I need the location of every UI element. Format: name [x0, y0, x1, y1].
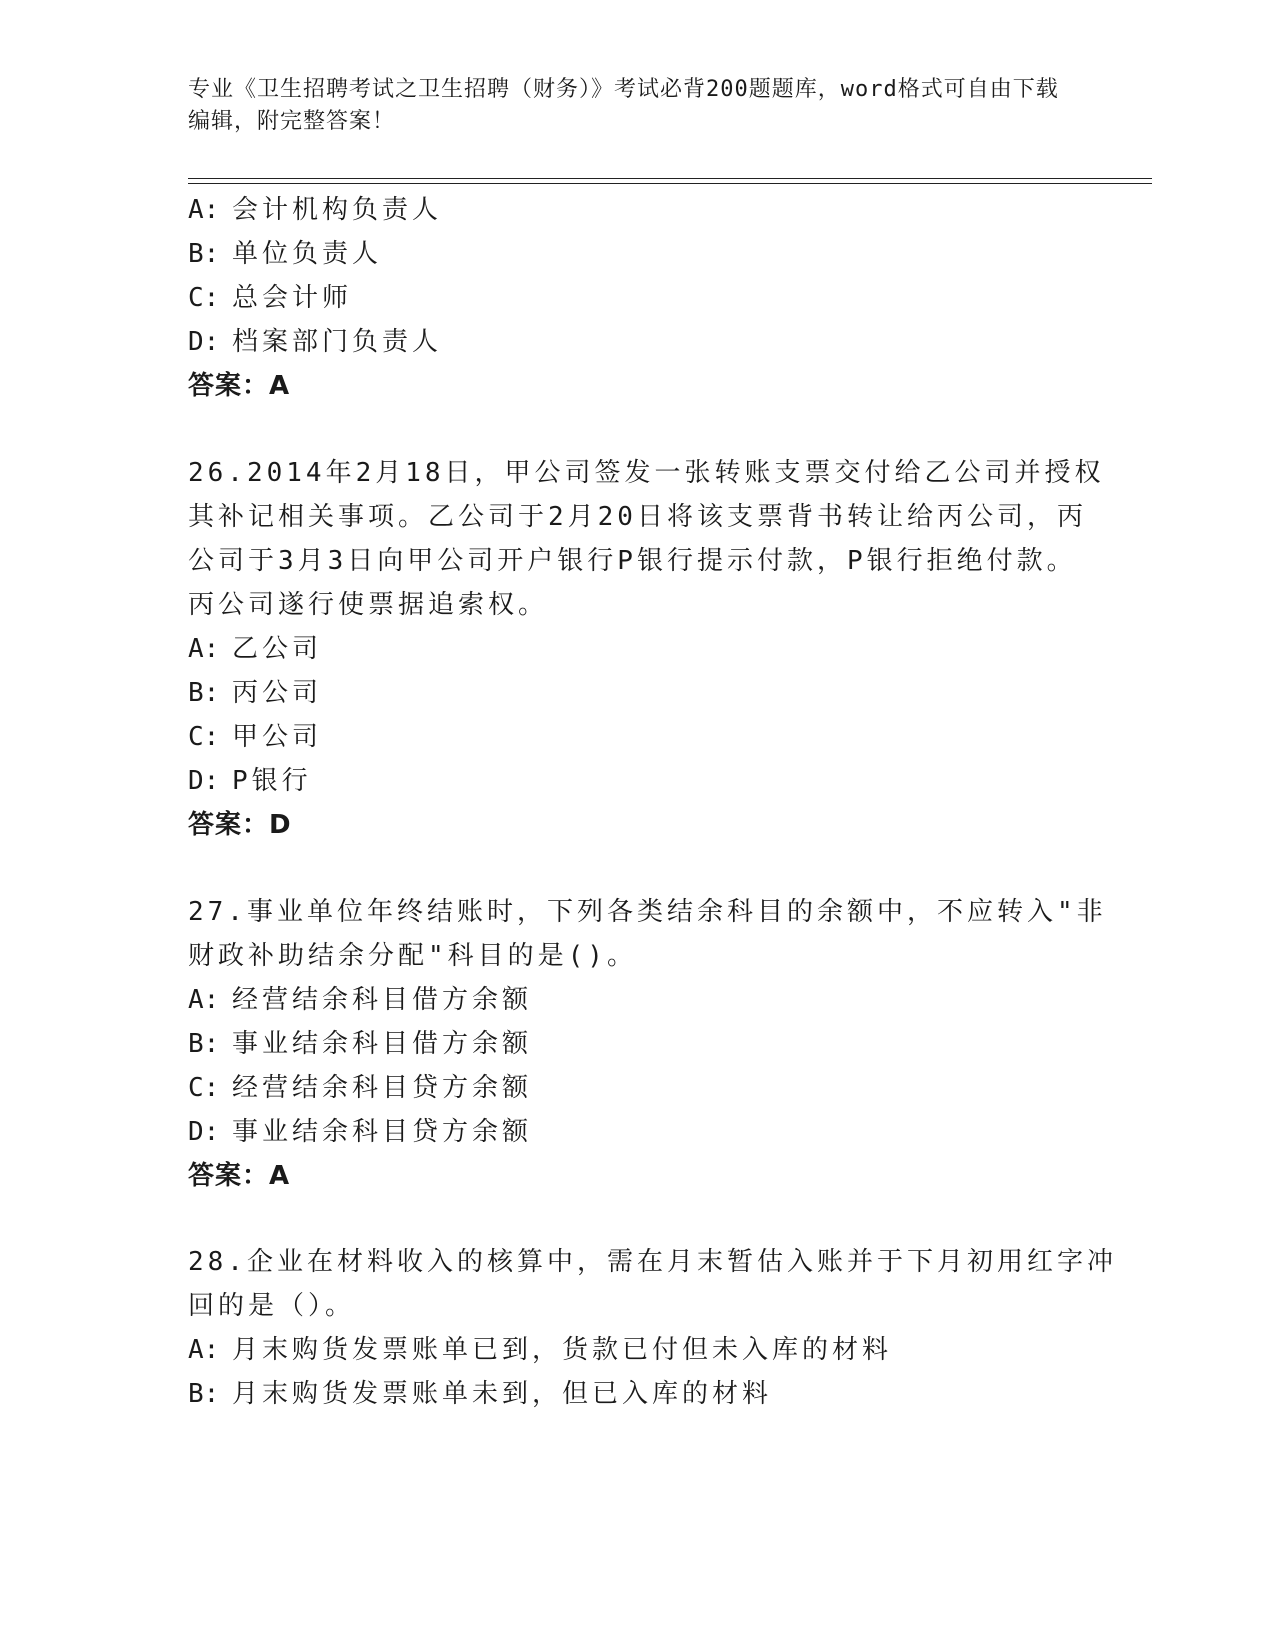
- q25-option-b: B: 单位负责人: [188, 239, 383, 269]
- q27-answer: 答案：A: [188, 1161, 291, 1191]
- q27-option-a: A: 经营结余科目借方余额: [188, 985, 533, 1015]
- q26-stem-line-3: 公司于3月3日向甲公司开户银行P银行提示付款，P银行拒绝付款。: [188, 546, 1077, 576]
- q26-option-b: B: 丙公司: [188, 678, 323, 708]
- q25-answer: 答案：A: [188, 371, 291, 401]
- q26-stem-line-4: 丙公司遂行使票据追索权。: [188, 590, 549, 620]
- q27-option-d: D: 事业结余科目贷方余额: [188, 1117, 533, 1147]
- header-divider: [188, 178, 1152, 179]
- q26-option-d: D: P银行: [188, 766, 312, 796]
- q26-answer: 答案：D: [188, 810, 292, 840]
- q27-option-c: C: 经营结余科目贷方余额: [188, 1073, 533, 1103]
- q28-stem-line-2: 回的是（）。: [188, 1291, 356, 1321]
- q26-stem-line-1: 26.2014年2月18日，甲公司签发一张转账支票交付给乙公司并授权: [188, 458, 1105, 488]
- q27-option-b: B: 事业结余科目借方余额: [188, 1029, 533, 1059]
- document-header: 专业《卫生招聘考试之卫生招聘（财务）》考试必背200题题库，word格式可自由下载编辑，附完整答案！: [188, 77, 1059, 134]
- q28-stem-line-1: 28.企业在材料收入的核算中，需在月末暂估入账并于下月初用红字冲: [188, 1247, 1117, 1277]
- q26-option-a: A: 乙公司: [188, 634, 323, 664]
- q26-option-c: C: 甲公司: [188, 722, 323, 752]
- q25-option-d: D: 档案部门负责人: [188, 327, 443, 357]
- header-divider-double: [188, 183, 1152, 184]
- q25-option-c: C: 总会计师: [188, 283, 353, 313]
- q28-option-b: B: 月末购货发票账单未到，但已入库的材料: [188, 1379, 773, 1409]
- q27-stem-line-1: 27.事业单位年终结账时，下列各类结余科目的余额中，不应转入"非: [188, 897, 1107, 927]
- q25-option-a: A: 会计机构负责人: [188, 195, 443, 225]
- q27-stem-line-2: 财政补助结余分配"科目的是()。: [188, 941, 637, 971]
- q26-stem-line-2: 其补记相关事项。乙公司于2月20日将该支票背书转让给丙公司，丙: [188, 502, 1087, 532]
- q28-option-a: A: 月末购货发票账单已到，货款已付但未入库的材料: [188, 1335, 893, 1365]
